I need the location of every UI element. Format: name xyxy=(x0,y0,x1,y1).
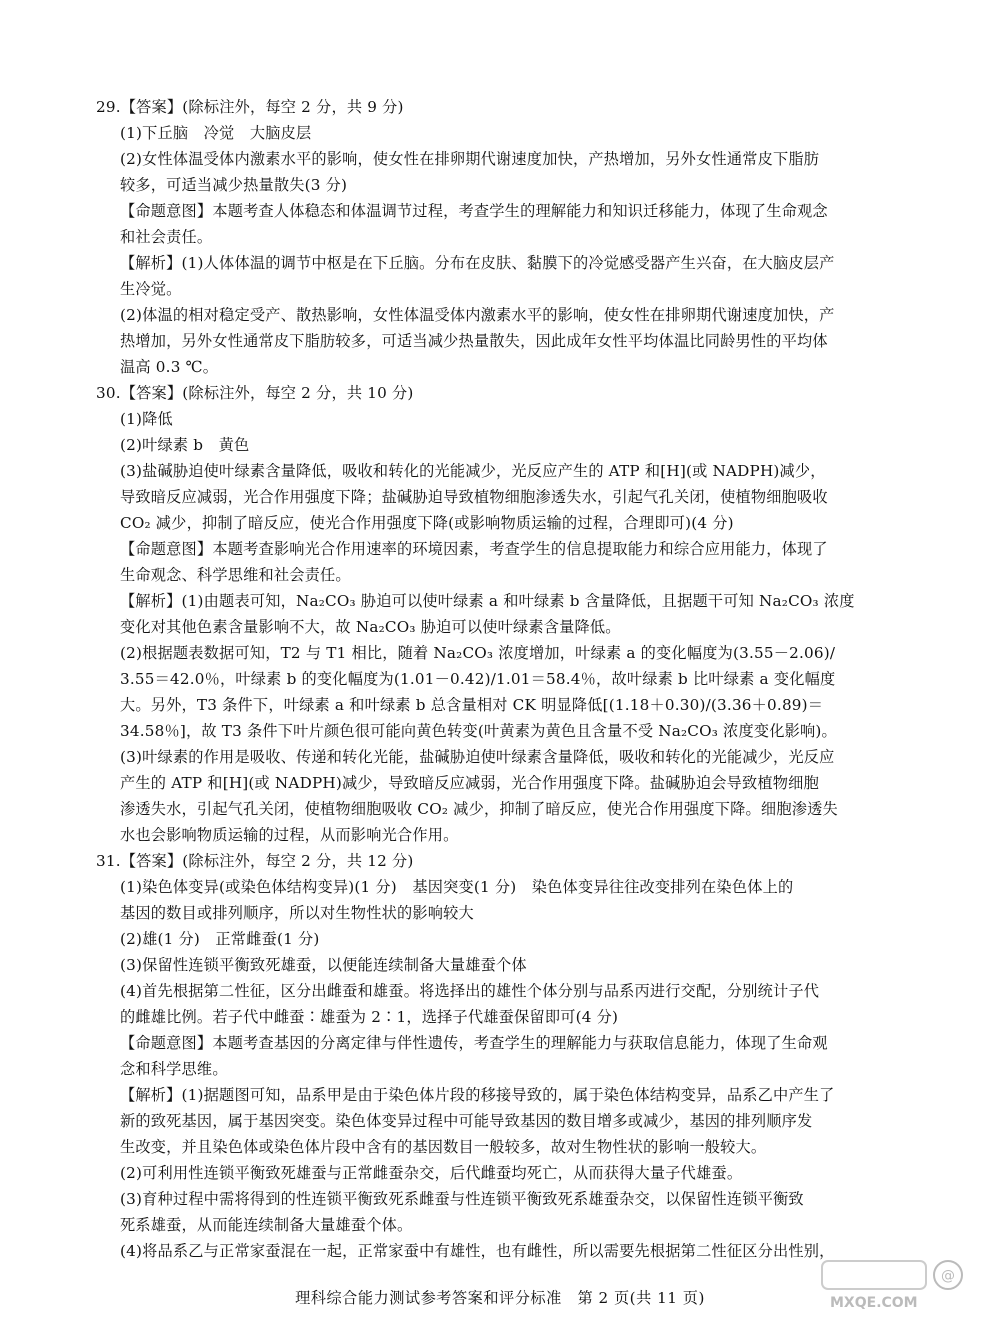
text-line: 34.58％]，故 T3 条件下叶片颜色很可能向黄色转变(叶黄素为黄色且含量不受 Na₂CO₃ 浓度变化影响)。 xyxy=(120,722,837,740)
text-line: CO₂ 减少，抑制了暗反应，使光合作用强度下降(或影响物质运输的过程，合理即可)(4 分) xyxy=(120,514,734,532)
page-footer: 理科综合能力测试参考答案和评分标准 第 2 页(共 11 页) xyxy=(295,1289,705,1307)
text-line: 【命题意图】本题考查影响光合作用速率的环境因素，考查学生的信息提取能力和综合应用能力，体现了 xyxy=(120,540,828,558)
text-line: (1)下丘脑 冷觉 大脑皮层 xyxy=(120,124,312,142)
text-line: 31.【答案】(除标注外，每空 2 分，共 12 分) xyxy=(96,852,414,870)
text-line: 【解析】(1)据题图可知，品系甲是由于染色体片段的移接导致的，属于染色体结构变异，品系乙中产生了 xyxy=(120,1086,835,1104)
text-line: 【命题意图】本题考查基因的分离定律与伴性遗传，考查学生的理解能力与获取信息能力，体现了生命观 xyxy=(120,1034,828,1052)
text-line: 大。另外，T3 条件下，叶绿素 a 和叶绿素 b 总含量相对 CK 明显降低[(1.18＋0.30)/(3.36＋0.89)＝ xyxy=(120,696,824,714)
text-line: (1)降低 xyxy=(120,410,173,428)
site-logo-watermark xyxy=(820,1255,970,1311)
text-line: 和社会责任。 xyxy=(120,228,213,246)
answer-text-body xyxy=(96,94,916,1264)
text-line: (2)根据题表数据可知，T2 与 T1 相比，随着 Na₂CO₃ 浓度增加，叶绿素 a 的变化幅度为(3.55－2.06)/ xyxy=(120,644,836,662)
svg-text:@: @ xyxy=(941,1268,955,1284)
text-line: (3)育种过程中需将得到的性连锁平衡致死系雌蚕与性连锁平衡致死系雄蚕杂交，以保留性连锁平衡致 xyxy=(120,1190,804,1208)
text-line: (3)盐碱胁迫使叶绿素含量降低，吸收和转化的光能减少，光反应产生的 ATP 和[H](或 NADPH)减少， xyxy=(120,462,826,480)
text-line: 基因的数目或排列顺序，所以对生物性状的影响较大 xyxy=(120,904,474,922)
text-line: (4)将品系乙与正常家蚕混在一起，正常家蚕中有雄性，也有雌性，所以需要先根据第二性征区分出性别， xyxy=(120,1242,835,1260)
text-line: 3.55＝42.0％，叶绿素 b 的变化幅度为(1.01－0.42)/1.01＝58.4％，故叶绿素 b 比叶绿素 a 变化幅度 xyxy=(120,670,836,688)
text-line: (2)可利用性连锁平衡致死雄蚕与正常雌蚕杂交，后代雌蚕均死亡，从而获得大量子代雄蚕。 xyxy=(120,1164,743,1182)
svg-text:MXQE.COM: MXQE.COM xyxy=(830,1295,918,1311)
text-line: 较多，可适当减少热量散失(3 分) xyxy=(120,176,348,194)
text-line: 【命题意图】本题考查人体稳态和体温调节过程，考查学生的理解能力和知识迁移能力，体现了生命观念 xyxy=(120,202,828,220)
text-line: 新的致死基因，属于基因突变。染色体变异过程中可能导致基因的数目增多或减少，基因的排列顺序发 xyxy=(120,1112,813,1130)
text-line: 【解析】(1)人体体温的调节中枢是在下丘脑。分布在皮肤、黏膜下的冷觉感受器产生兴奋，在大脑皮层产 xyxy=(120,254,835,272)
text-line: 导致暗反应减弱，光合作用强度下降；盐碱胁迫导致植物细胞渗透失水，引起气孔关闭，使植物细胞吸收 xyxy=(120,488,828,506)
text-line: (2)叶绿素 b 黄色 xyxy=(120,436,250,454)
text-line: 死系雄蚕，从而能连续制备大量雄蚕个体。 xyxy=(120,1216,413,1234)
text-line: (3)保留性连锁平衡致死雄蚕，以便能连续制备大量雄蚕个体 xyxy=(120,956,527,974)
text-line: 产生的 ATP 和[H](或 NADPH)减少，导致暗反应减弱，光合作用强度下降。盐碱胁迫会导致植物细胞 xyxy=(120,774,819,792)
text-line: 29.【答案】(除标注外，每空 2 分，共 9 分) xyxy=(96,98,404,116)
text-line: 念和科学思维。 xyxy=(120,1060,228,1078)
text-line: (1)染色体变异(或染色体结构变异)(1 分) 基因突变(1 分) 染色体变异往往改变排列在染色体上的 xyxy=(120,878,794,896)
text-line: 的雌雄比例。若子代中雌蚕∶雄蚕为 2∶1，选择子代雄蚕保留即可(4 分) xyxy=(120,1008,619,1026)
text-line: 生改变，并且染色体或染色体片段中含有的基因数目一般较多，故对生物性状的影响一般较大。 xyxy=(120,1138,767,1156)
text-line: (2)女性体温受体内激素水平的影响，使女性在排卵期代谢速度加快，产热增加，另外女性通常皮下脂肪 xyxy=(120,150,820,168)
text-line: (3)叶绿素的作用是吸收、传递和转化光能，盐碱胁迫使叶绿素含量降低，吸收和转化的光能减少，光反应 xyxy=(120,748,835,766)
text-line: 热增加，另外女性通常皮下脂肪较多，可适当减少热量散失，因此成年女性平均体温比同龄男性的平均体 xyxy=(120,332,828,350)
text-line: (2)雄(1 分) 正常雌蚕(1 分) xyxy=(120,930,320,948)
text-line: 水也会影响物质运输的过程，从而影响光合作用。 xyxy=(120,826,459,844)
text-line: (4)首先根据第二性征，区分出雌蚕和雄蚕。将选择出的雄性个体分别与品系丙进行交配，分别统计子代 xyxy=(120,982,820,1000)
text-line: 变化对其他色素含量影响不大，故 Na₂CO₃ 胁迫可以使叶绿素含量降低。 xyxy=(120,618,621,636)
text-line: 30.【答案】(除标注外，每空 2 分，共 10 分) xyxy=(96,384,414,402)
text-line: (2)体温的相对稳定受产、散热影响，女性体温受体内激素水平的影响，使女性在排卵期代谢速度加快，产 xyxy=(120,306,835,324)
text-line: 渗透失水，引起气孔关闭，使植物细胞吸收 CO₂ 减少，抑制了暗反应，使光合作用强度下降。细胞渗透失 xyxy=(120,800,838,818)
text-line: 温高 0.3 ℃。 xyxy=(120,358,219,376)
text-line: 生冷觉。 xyxy=(120,280,182,298)
text-line: 【解析】(1)由题表可知，Na₂CO₃ 胁迫可以使叶绿素 a 和叶绿素 b 含量降低，且据题干可知 Na₂CO₃ 浓度 xyxy=(120,592,855,610)
text-line: 生命观念、科学思维和社会责任。 xyxy=(120,566,351,584)
